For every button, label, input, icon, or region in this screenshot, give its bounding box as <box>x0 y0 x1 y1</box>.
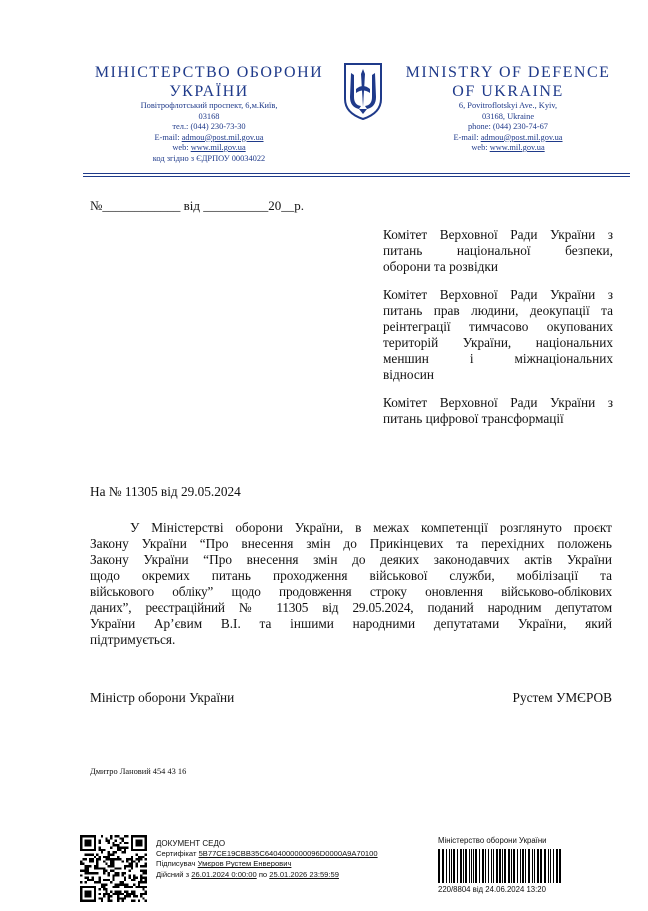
ministry-title-ua-line1: МІНІСТЕРСТВО ОБОРОНИ <box>94 64 324 81</box>
addressee-1-line: питань національної безпеки, <box>383 243 613 258</box>
sedo-signer-value: Умєров Рустем Енверович <box>197 859 292 869</box>
edrpou-code: код згідно з ЄДРПОУ 00034022 <box>152 153 266 163</box>
sedo-valid-label: Дійсний з <box>156 869 192 879</box>
address-en-line2: 03168, Ukraine <box>481 111 535 121</box>
web-ua-label: web: <box>172 143 191 152</box>
executor-contact: Дмитро Лановий 454 43 16 <box>90 767 187 776</box>
addressee-2-line: питань прав людини, деокупації та <box>383 303 613 318</box>
addressee-2-line: Комітет Верховної Ради України з <box>383 287 613 302</box>
body-line: військового обліку” щодо продовження строку оновлення військово-облікових <box>90 584 612 599</box>
sedo-valid-to-label: по <box>256 869 270 879</box>
sedo-signer-label: Підписувач <box>156 859 198 869</box>
body-line: щодо окремих питань проходження військової служби, мобілізації та <box>90 568 612 583</box>
sedo-cert-row <box>156 849 426 859</box>
email-ua-row <box>83 133 335 144</box>
addressee-3 <box>383 395 613 427</box>
body-line: даних”, реєстраційний № 11305 від 29.05.2024, поданий народним депутатом <box>90 600 612 615</box>
web-en-link[interactable]: www.mil.gov.ua <box>489 143 545 152</box>
outgoing-number-line: №____________ від __________20__р. <box>90 198 305 213</box>
addressee-2-line: реінтеграції тимчасово окупованих <box>383 319 613 334</box>
body-line: України Ар’євим В.І. та іншими народними депутатами України, який <box>90 616 612 631</box>
email-en-label: E-mail: <box>453 132 481 142</box>
address-en-line1: 6, Povitroflotskyi Ave., Kyiv, <box>458 101 558 110</box>
phone-en: phone: (044) 230-74-67 <box>467 122 548 131</box>
letterhead-ua <box>83 63 335 164</box>
email-ua-label: E-mail: <box>154 132 182 142</box>
addressee-1 <box>383 227 613 275</box>
email-en-link[interactable]: admou@post.mil.gov.ua <box>480 132 563 142</box>
sedo-cert-label: Сертифікат <box>156 849 199 859</box>
ministry-title-en-line2: OF UKRAINE <box>452 83 564 100</box>
web-en-label: web: <box>471 143 490 152</box>
sedo-cert-value: 5B77CE19CBB35C6404000000096D0000A9A70100 <box>198 849 378 859</box>
sedo-title: ДОКУМЕНТ СЕДО <box>156 839 226 848</box>
trident-coat-of-arms-icon <box>342 61 384 121</box>
sedo-valid-from: 26.01.2024 0:00:00 <box>191 869 257 879</box>
web-ua-row <box>83 143 335 154</box>
addressee-block <box>383 227 613 427</box>
barcode-icon <box>438 849 564 883</box>
addressee-1-line: оборони та розвідки <box>383 259 498 274</box>
sedo-signer-row <box>156 859 426 869</box>
addressee-1-line: Комітет Верховної Ради України з <box>383 227 613 242</box>
stamp-reg-number: 220/8804 від 24.06.2024 13:20 <box>438 885 546 895</box>
ministry-title-ua-line2: УКРАЇНИ <box>169 83 249 100</box>
signatory-position: Міністр оборони України <box>90 690 235 705</box>
email-en-row <box>396 133 620 144</box>
email-ua-link[interactable]: admou@post.mil.gov.ua <box>181 132 264 142</box>
sedo-info <box>156 839 426 880</box>
addressee-3-line: питань цифрової трансформації <box>383 411 564 426</box>
sedo-valid-row <box>156 870 426 880</box>
body-line: Закону України “Про внесення змін до Прикінцевих та перехідних положень <box>90 536 612 551</box>
registration-stamp <box>438 836 564 895</box>
signatory-name: Рустем УМЄРОВ <box>512 690 612 705</box>
letterhead-en <box>396 63 620 154</box>
web-ua-link[interactable]: www.mil.gov.ua <box>190 143 246 152</box>
ministry-title-en-line1: MINISTRY OF DEFENCE <box>405 64 611 81</box>
address-ua-line1: Повітрофлотський проспект, 6,м.Київ, <box>140 101 278 110</box>
web-en-row <box>396 143 620 154</box>
stamp-org: Міністерство оборони України <box>438 836 547 845</box>
addressee-2-line: меншин і міжнаціональних <box>383 351 613 366</box>
body-line: У Міністерстві оборони України, в межах компетенції розглянуто проєкт <box>130 520 612 535</box>
addressee-2-line: відносин <box>383 367 434 382</box>
sedo-valid-to: 25.01.2026 23:59:59 <box>269 869 339 879</box>
incoming-reference: На № 11305 від 29.05.2024 <box>90 484 241 499</box>
letter-body <box>90 520 612 648</box>
letterhead <box>0 0 648 180</box>
address-ua-line2: 03168 <box>198 111 220 121</box>
addressee-2 <box>383 287 613 383</box>
body-line: Закону України “Про внесення змін до деяких законодавчих актів України <box>90 552 612 567</box>
phone-ua: тел.: (044) 230-73-30 <box>172 122 246 131</box>
addressee-3-line: Комітет Верховної Ради України з <box>383 395 613 410</box>
addressee-2-line: територій України, національних <box>383 335 613 350</box>
header-divider-bottom <box>83 176 630 177</box>
body-line: підтримується. <box>90 632 176 647</box>
qr-code-icon <box>80 835 147 902</box>
header-divider-top <box>83 173 630 174</box>
